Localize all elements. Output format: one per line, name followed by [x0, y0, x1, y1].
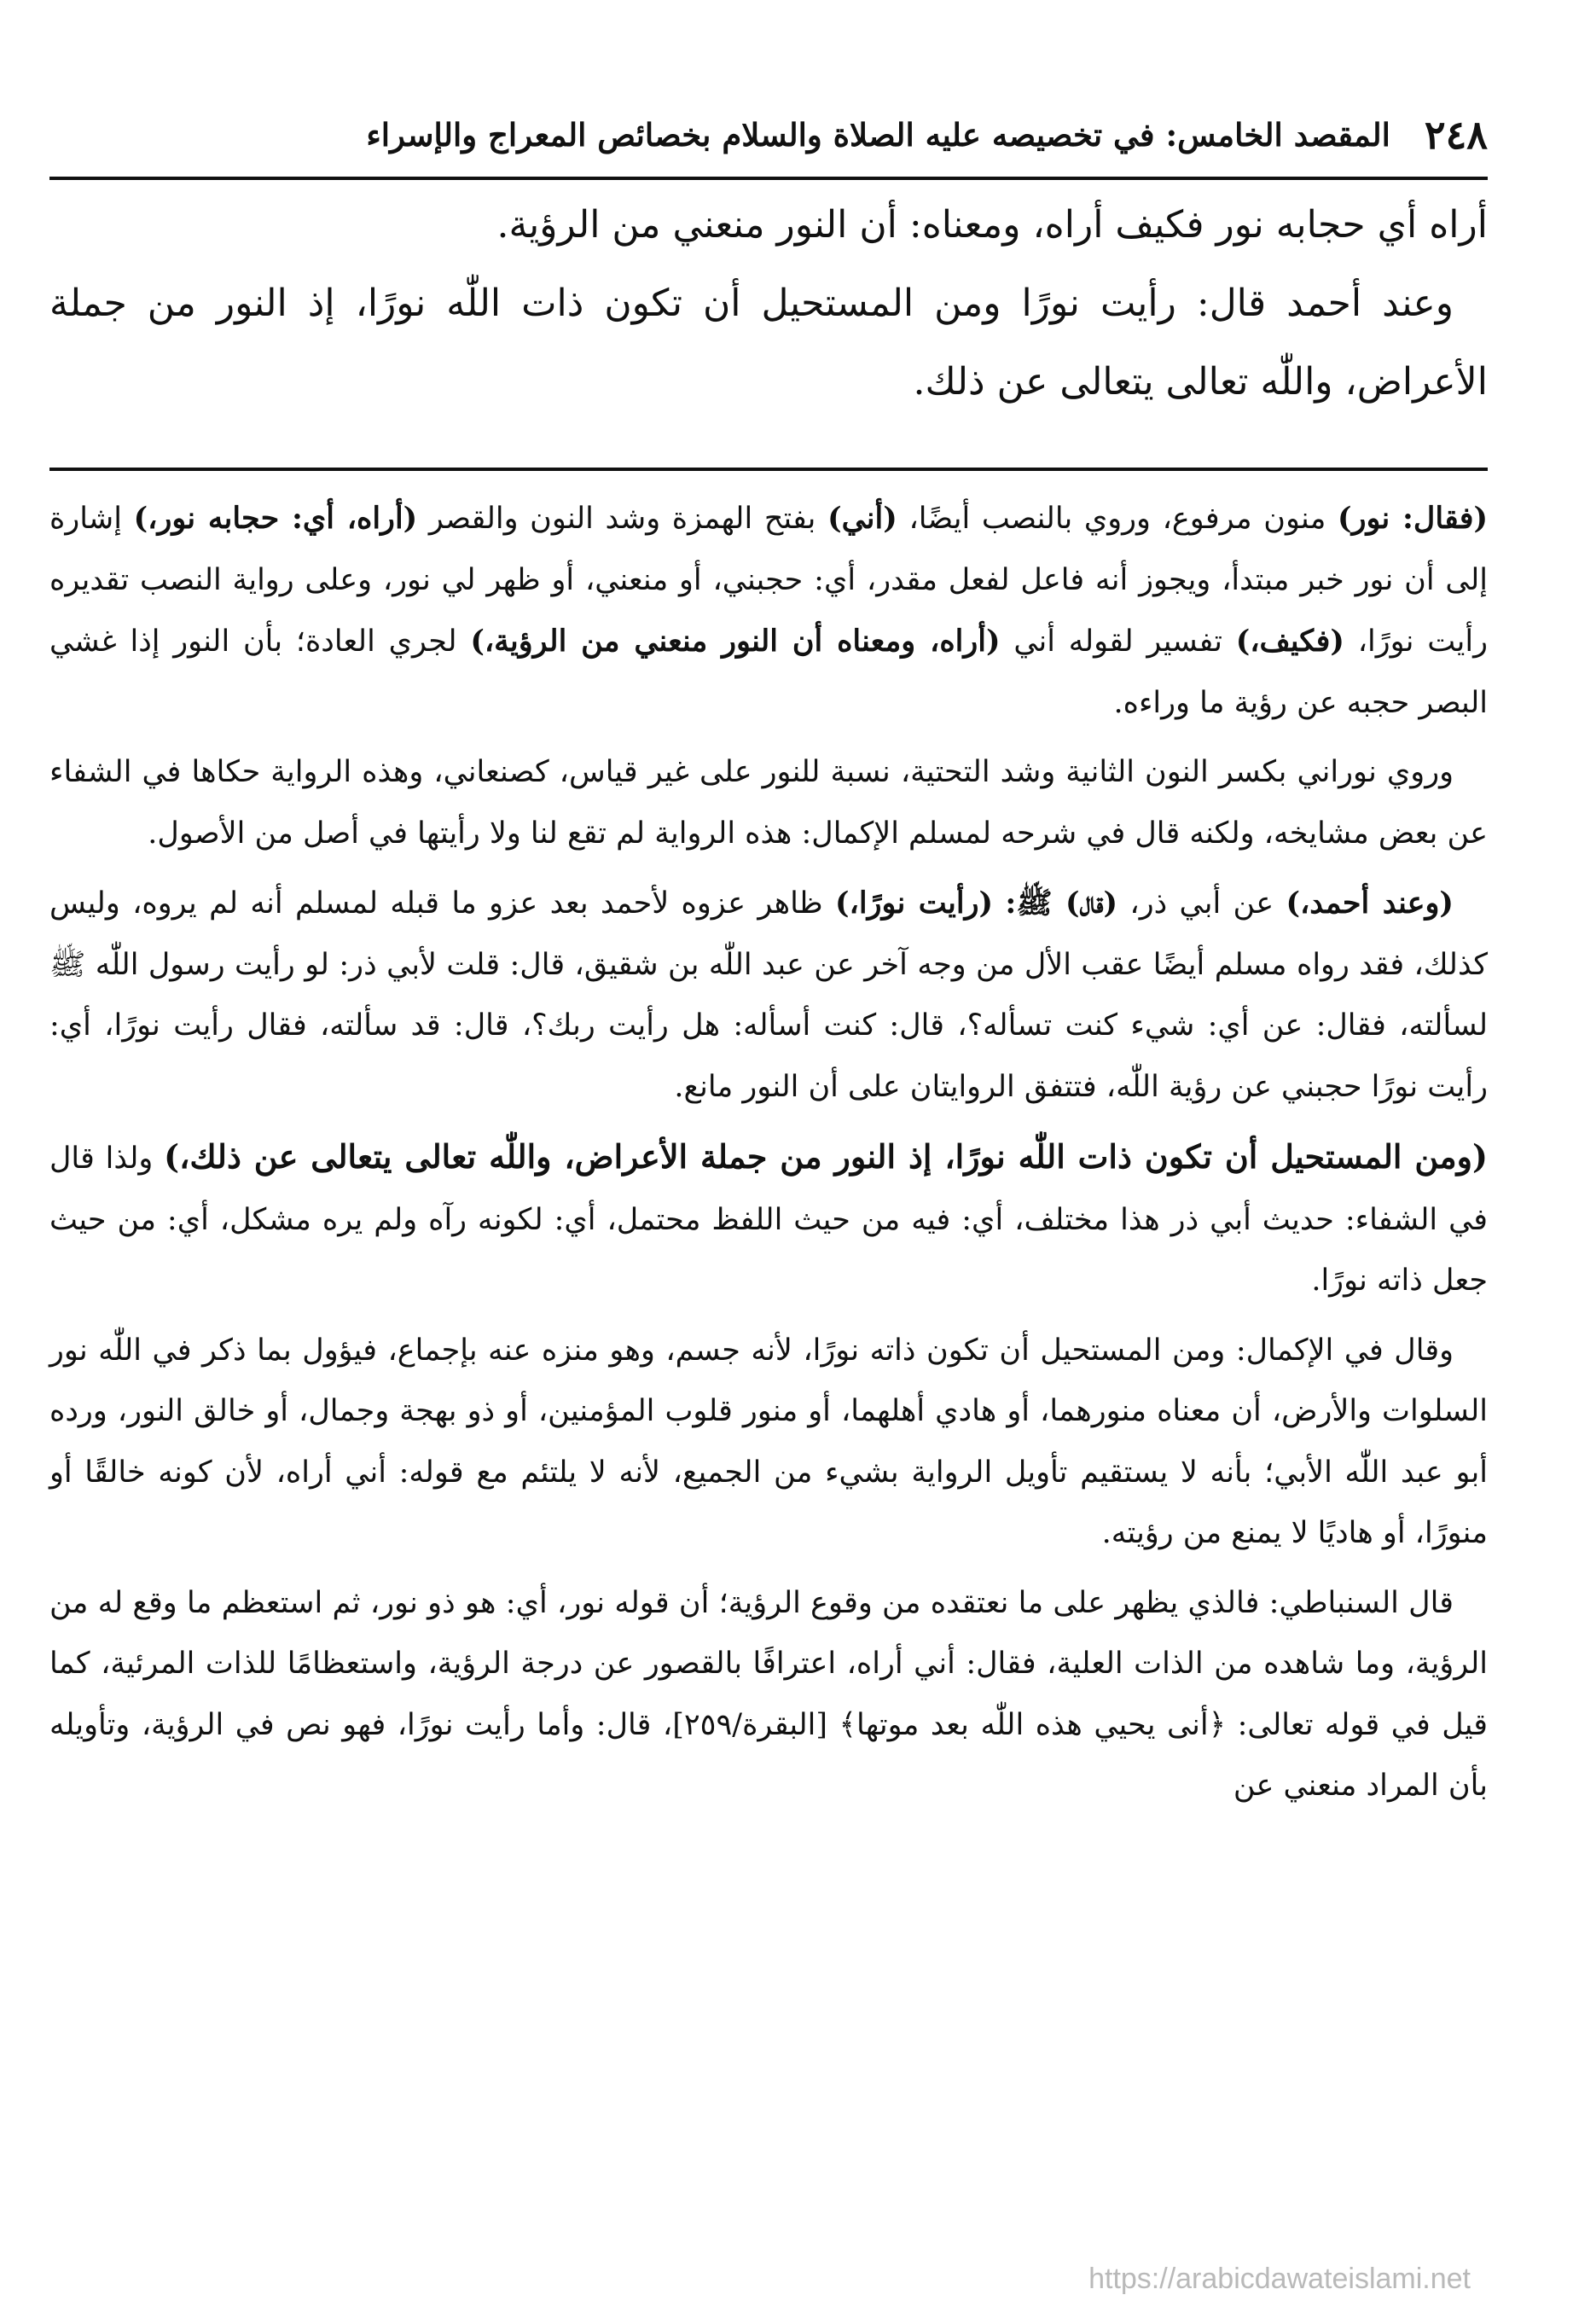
quoted-phrase: (أراه، أي: حجابه نور،) — [133, 501, 418, 536]
page-header — [49, 101, 1488, 169]
commentary-span: منون مرفوع، وروي بالنصب أيضًا، — [897, 502, 1338, 536]
commentary-divider — [49, 468, 1488, 471]
running-title: المقصد الخامس: في تخصيصه عليه الصلاة والسلام بخصائص المعراج والإسراء — [366, 116, 1390, 154]
commentary-paragraph: وروي نوراني بكسر النون الثانية وشد التحتية، نسبة للنور على غير قياس، كصنعاني، وهذه الرواية حكاها في الشفاء عن بعض مشايخه، ولكنه قال في شرحه لمسلم الإكمال: هذه الرواية لم تقع لنا ولا رأيتها في أصل من الأصول. — [49, 755, 1488, 851]
commentary-span: ولذا قال في الشفاء: حديث أبي ذر هذا مختلف، أي: فيه من حيث اللفظ محتمل، أي: لكونه رآه ولم يره مشكل، أي: من حيث جعل ذاته نورًا. — [49, 1142, 1488, 1298]
main-text-line: وعند أحمد قال: رأيت نورًا ومن المستحيل أن تكون ذات اللّٰه نورًا، إذ النور من جملة الأعراض، واللّٰه تعالى يتعالى عن ذلك. — [49, 282, 1488, 404]
commentary-span — [993, 886, 1005, 921]
quoted-phrase: (رأيت نورًا،) — [835, 886, 994, 921]
quoted-phrase: (فكيف،) — [1235, 624, 1344, 659]
quoted-phrase: (فقال: نور) — [1338, 501, 1489, 536]
commentary-paragraph: قال السنباطي: فالذي يظهر على ما نعتقده من وقوع الرؤية؛ أن قوله نور، أي: هو ذو نور، ثم استعظم ما وقع له من الرؤية، وما شاهده من الذات العلية، فقال: أني أراه، اعترافًا بالقصور عن درجة الرؤية، واستعظامًا للذات المرئية، كما قيل في قوله تعالى: ﴿أنى يحيي هذه اللّٰه بعد موتها﴾ [البقرة/٢٥٩]، قال: وأما رأيت نورًا، فهو نص في الرؤية، وتأويله بأن المراد منعني عن — [49, 1585, 1489, 1803]
commentary-span: إشارة إلى أن نور خبر مبتدأ، ويجوز أنه فاعل لفعل مقدر، أي: حجبني، أو منعني، أو ظهر لي نور، وعلى رواية النصب تقديره رأيت نورًا، — [49, 502, 1488, 659]
commentary-span: تفسير لقوله أني — [1000, 625, 1236, 659]
main-text — [49, 186, 1488, 421]
commentary-paragraph — [49, 873, 1488, 1118]
page-number: ٢٤٨ — [1424, 112, 1488, 158]
commentary-text — [49, 488, 1488, 1826]
commentary-span: ظاهر عزوه لأحمد بعد عزو ما قبله لمسلم أنه لم يروه، وليس كذلك، فقد رواه مسلم أيضًا عقب الأل من وجه آخر عن عبد اللّٰه بن شقيق، قال: قلت لأبي ذر: لو رأيت رسول اللّٰه ﷺ لسألته، فقال: عن أي: شيء كنت تسأله؟، قال: كنت أسأله: هل رأيت ربك؟، قال: قد سألته، فقال رأيت نورًا، أي: رأيت نورًا حجبني عن رؤية اللّٰه، فتتفق الروايتان على أن النور مانع. — [49, 886, 1488, 1104]
main-text-line: أراه أي حجابه نور فكيف أراه، ومعناه: أن النور منعني من الرؤية. — [496, 203, 1488, 247]
quoted-phrase: (أراه، ومعناه أن النور منعني من الرؤية،) — [470, 624, 1001, 659]
header-divider — [49, 177, 1488, 180]
quoted-phrase: (قال) ﷺ: — [1005, 886, 1118, 921]
quoted-phrase: (أني) — [827, 501, 897, 536]
commentary-span: لجري العادة؛ بأن النور إذا غشي البصر حجبه عن رؤية ما وراءه. — [49, 625, 1488, 720]
commentary-span: بفتح الهمزة وشد النون والقصر — [417, 502, 828, 536]
commentary-paragraph: وقال في الإكمال: ومن المستحيل أن تكون ذاته نورًا، لأنه جسم، وهو منزه عنه بإجماع، فيؤول بما ذكر في اللّٰه نور السلوات والأرض، أن معناه منورهما، أو هادي أهلهما، أو منور قلوب المؤمنين، أو ذو بهجة وجمال، أو خالق النور، ورده أبو عبد اللّٰه الأبي؛ بأنه لا يستقيم تأويل الرواية بشيء من الجميع، لأنه لا يلتئم مع قوله: أني أراه، لأن كونه خالقًا أو منورًا، أو هاديًا لا يمنع من رؤيته. — [49, 1333, 1488, 1550]
commentary-paragraph — [49, 1126, 1488, 1312]
quoted-phrase: (ومن المستحيل أن تكون ذات اللّٰه نورًا، إذ النور من جملة الأعراض، واللّٰه تعالى يتعالى عن ذلك،) — [164, 1137, 1488, 1176]
watermark-url: https://arabicdawateislami.net — [1088, 2263, 1471, 2295]
commentary-paragraph — [49, 488, 1488, 734]
quoted-phrase: (وعند أحمد،) — [1286, 886, 1454, 921]
commentary-span: عن أبي ذر، — [1117, 886, 1286, 921]
